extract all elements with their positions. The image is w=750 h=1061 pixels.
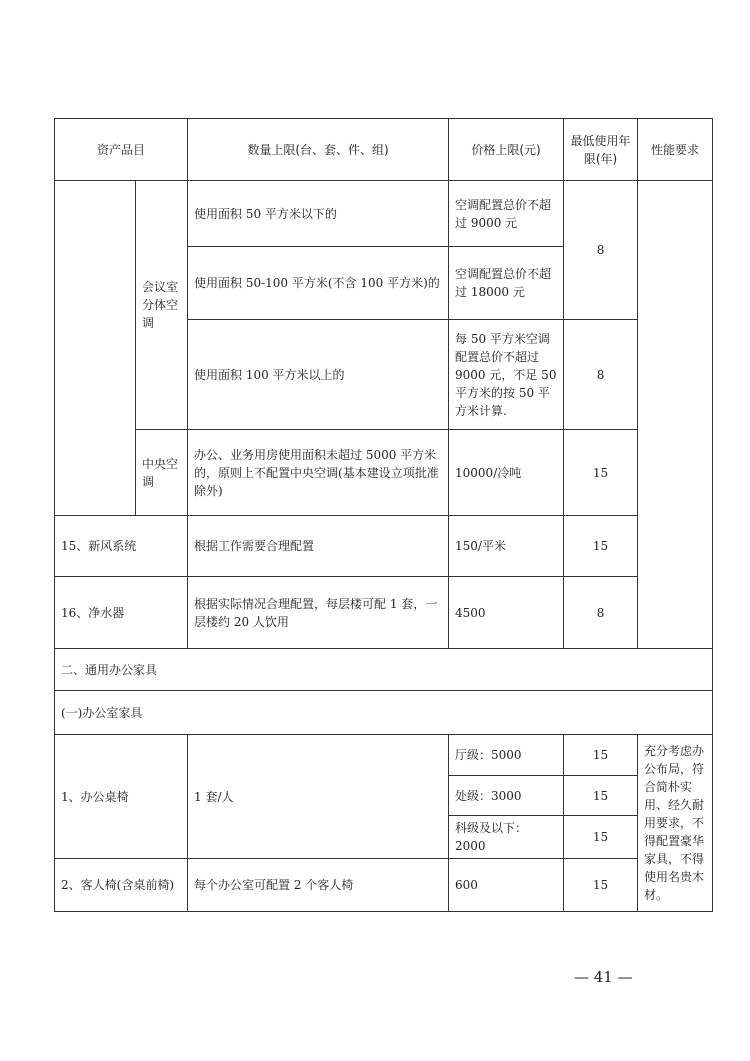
blank-performance-cell <box>638 181 713 649</box>
ac-split-3-qty: 使用面积 100 平方米以上的 <box>188 320 449 430</box>
fresh-air-price: 150/平米 <box>449 516 564 577</box>
purifier-qty: 根据实际情况合理配置，每层楼可配 1 套，一层楼约 20 人饮用 <box>188 577 449 649</box>
guest-chair-qty: 每个办公室可配置 2 个客人椅 <box>188 859 449 912</box>
guest-chair-price: 600 <box>449 859 564 912</box>
section-row <box>55 691 713 735</box>
central-ac-name: 中央空调 <box>136 430 188 516</box>
table-row <box>55 735 713 776</box>
furniture-performance: 充分考虑办公布局，符合简朴实用、经久耐用要求，不得配置豪华家具，不得使用名贵木材。 <box>638 735 713 912</box>
table-row <box>55 430 713 516</box>
ac-split-name: 会议室分体空调 <box>136 181 188 430</box>
subsection-office: (一)办公室家具 <box>55 691 713 735</box>
central-ac-price: 10000/冷吨 <box>449 430 564 516</box>
guest-chair-name: 2、客人椅(含桌前椅) <box>55 859 188 912</box>
table-row <box>55 516 713 577</box>
desk-price-3: 科级及以下：2000 <box>449 816 564 859</box>
desk-years-2: 15 <box>564 776 638 816</box>
desk-qty: 1 套/人 <box>188 735 449 859</box>
desk-price-2: 处级：3000 <box>449 776 564 816</box>
table-row <box>55 859 713 912</box>
fresh-air-years: 15 <box>564 516 638 577</box>
ac-split-2-price: 空调配置总价不超过 18000 元 <box>449 247 564 320</box>
section-furniture: 二、通用办公家具 <box>55 649 713 691</box>
table-row <box>55 577 713 649</box>
header-row <box>55 119 713 181</box>
header-category: 资产品目 <box>55 119 188 181</box>
ac-split-12-years: 8 <box>564 181 638 320</box>
purifier-price: 4500 <box>449 577 564 649</box>
fresh-air-qty: 根据工作需要合理配置 <box>188 516 449 577</box>
header-years: 最低使用年限(年) <box>564 119 638 181</box>
ac-split-2-qty: 使用面积 50-100 平方米(不含 100 平方米)的 <box>188 247 449 320</box>
guest-chair-years: 15 <box>564 859 638 912</box>
purifier-name: 16、净水器 <box>55 577 188 649</box>
desk-name: 1、办公桌椅 <box>55 735 188 859</box>
ac-split-3-price: 每 50 平方米空调配置总价不超过 9000 元，不足 50 平方米的按 50 平方米计算. <box>449 320 564 430</box>
header-quantity: 数量上限(台、套、件、组) <box>188 119 449 181</box>
section-row <box>55 649 713 691</box>
ac-split-1-qty: 使用面积 50 平方米以下的 <box>188 181 449 247</box>
ac-split-1-price: 空调配置总价不超过 9000 元 <box>449 181 564 247</box>
desk-price-1: 厅级：5000 <box>449 735 564 776</box>
desk-years-1: 15 <box>564 735 638 776</box>
header-performance: 性能要求 <box>638 119 713 181</box>
table-row <box>55 181 713 247</box>
asset-standard-table <box>54 118 713 912</box>
purifier-years: 8 <box>564 577 638 649</box>
central-ac-qty: 办公、业务用房使用面积未超过 5000 平方米的，原则上不配置中央空调(基本建设立项批准除外) <box>188 430 449 516</box>
header-price: 价格上限(元) <box>449 119 564 181</box>
desk-years-3: 15 <box>564 816 638 859</box>
page-number: — 41 — <box>574 968 633 986</box>
ac-split-3-years: 8 <box>564 320 638 430</box>
fresh-air-name: 15、新风系统 <box>55 516 188 577</box>
merged-blank-cell <box>55 181 136 516</box>
central-ac-years: 15 <box>564 430 638 516</box>
